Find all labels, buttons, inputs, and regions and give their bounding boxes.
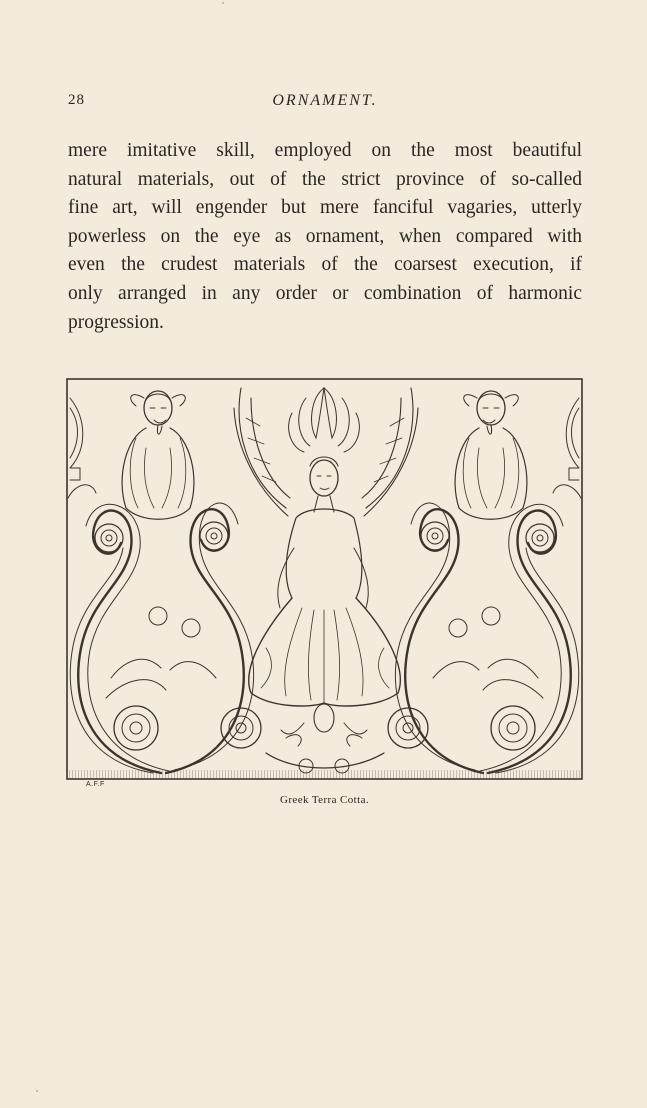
- paper-speck: [36, 1090, 38, 1092]
- engraving-illustration: [66, 378, 583, 780]
- text-line: only arranged in any order or combination of harmonic: [68, 282, 582, 304]
- winged-figure: [234, 388, 418, 773]
- body-paragraph: [68, 137, 582, 337]
- paper-speck: [222, 2, 224, 4]
- page-number: 28: [68, 92, 85, 108]
- text-line: fine art, will engender but mere fanciful vagaries, utterly: [68, 197, 582, 219]
- text-line-last: progression.: [68, 311, 164, 333]
- figure-caption: Greek Terra Cotta.: [280, 794, 369, 806]
- text-line: powerless on the eye as ornament, when compared with: [68, 225, 582, 247]
- text-line: mere imitative skill, employed on the most beautiful: [68, 140, 582, 161]
- running-head: [68, 92, 582, 114]
- text-line: natural materials, out of the strict province of so-called: [68, 168, 582, 190]
- right-scroll-group: [388, 391, 581, 773]
- running-title: ORNAMENT.: [272, 92, 378, 109]
- text-line: even the crudest materials of the coarsest execution, if: [68, 254, 582, 276]
- artist-initials: A.F.F: [86, 781, 105, 788]
- figure-border: [67, 379, 582, 779]
- left-scroll-group: [68, 391, 261, 773]
